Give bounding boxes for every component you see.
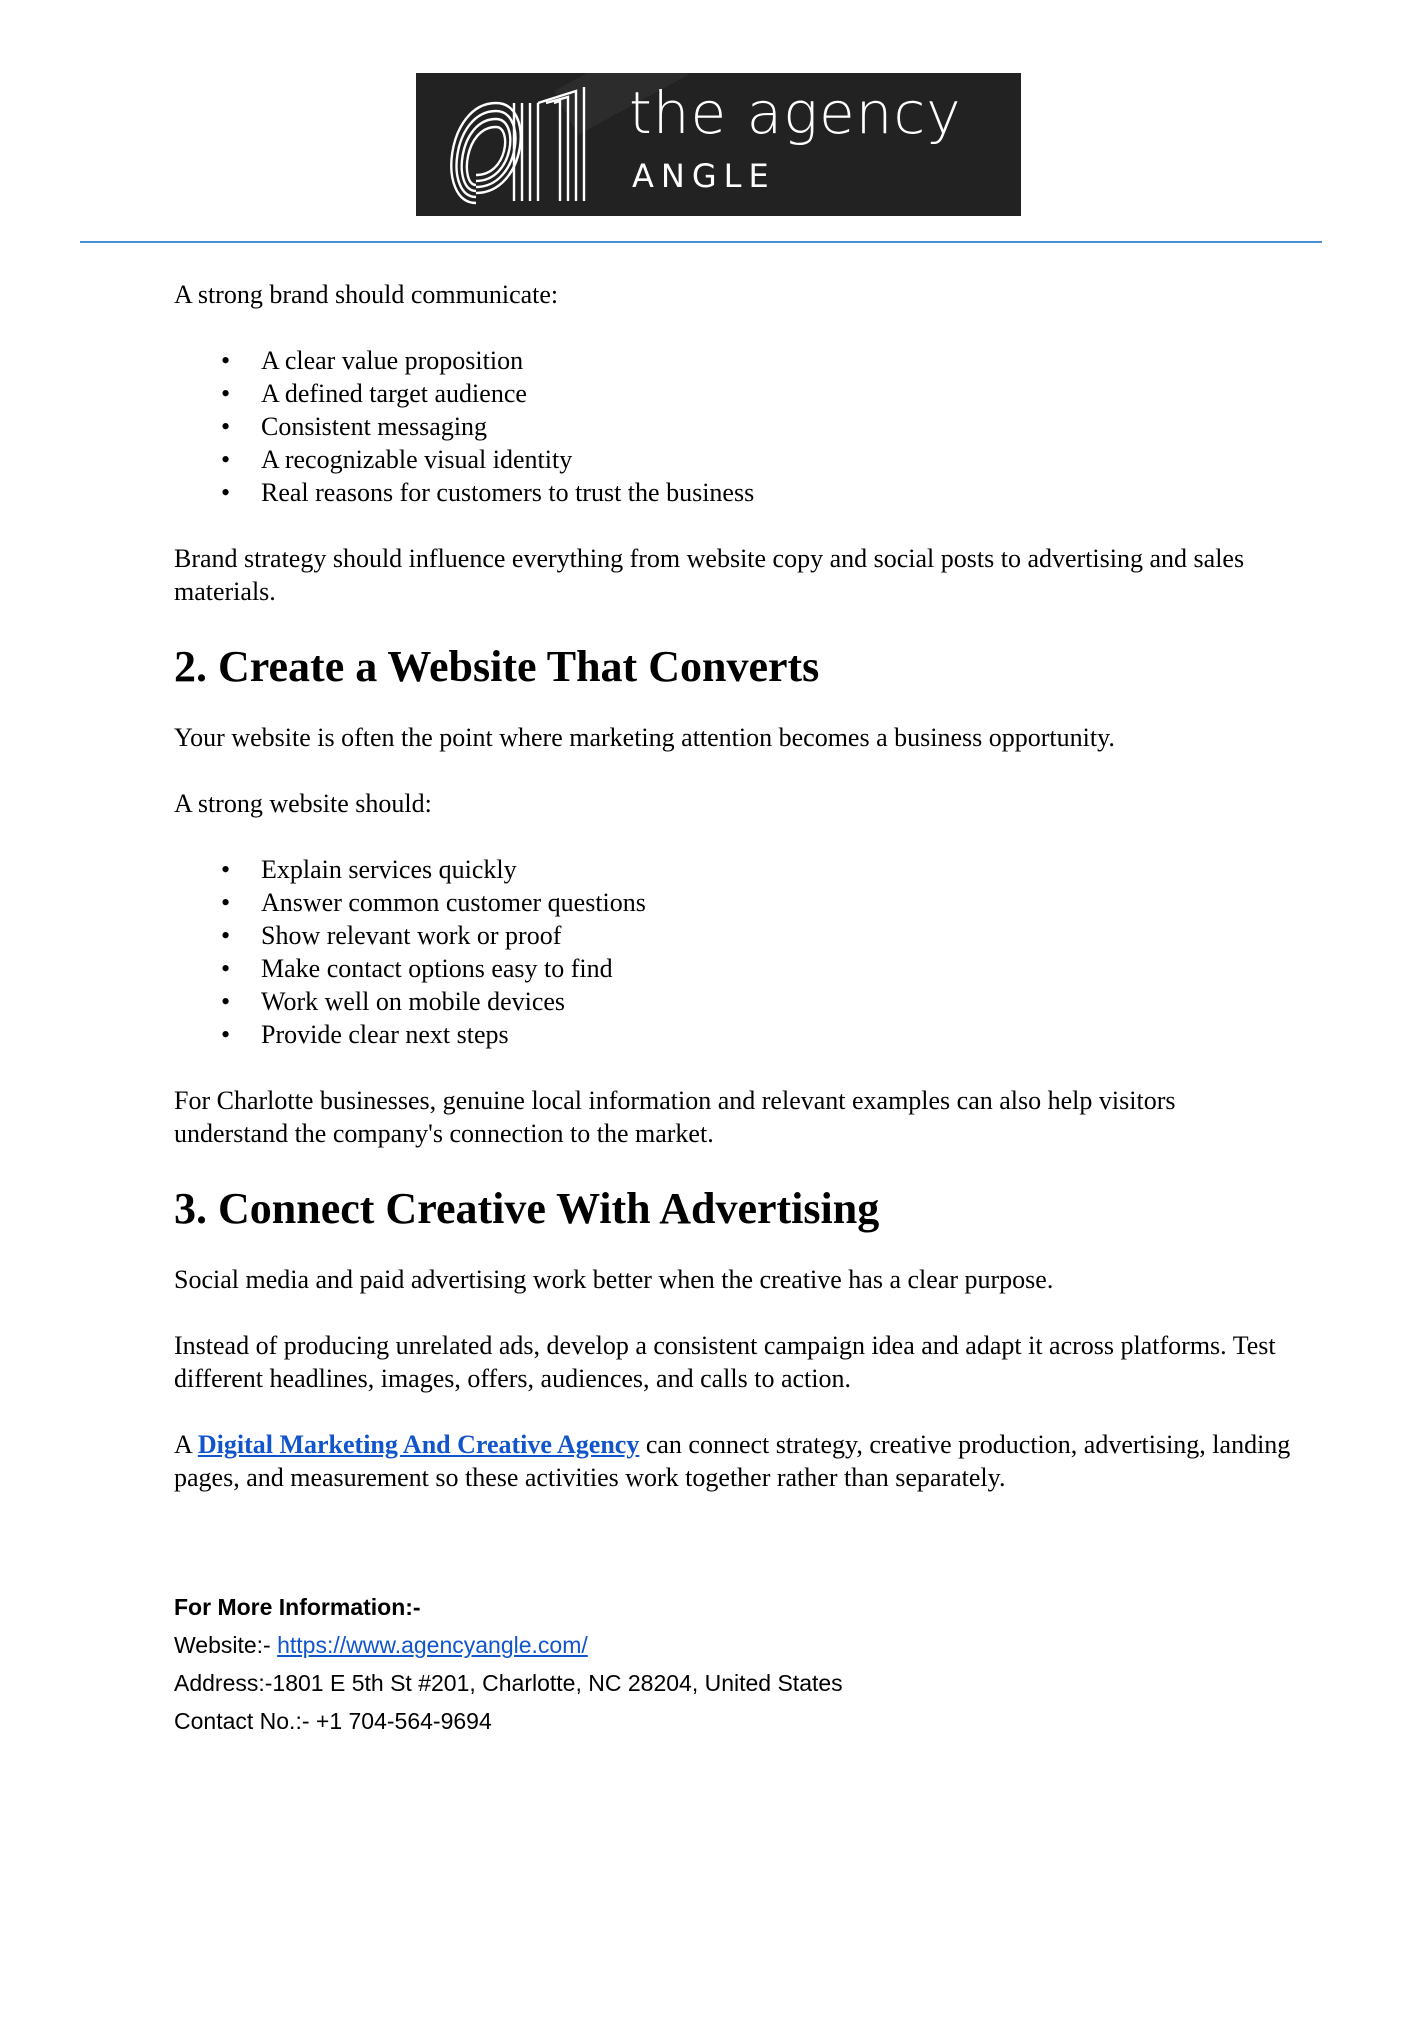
contact-heading: For More Information:- bbox=[174, 1594, 421, 1620]
list-item: • A defined target audience bbox=[221, 379, 527, 408]
bullet-icon: • bbox=[221, 445, 231, 474]
list-item: • Work well on mobile devices bbox=[221, 987, 566, 1016]
list-item: • A recognizable visual identity bbox=[221, 445, 573, 474]
list-item: • Show relevant work or proof bbox=[221, 921, 562, 950]
bullet-icon: • bbox=[221, 855, 231, 884]
list-item: • Make contact options easy to find bbox=[221, 954, 613, 983]
bullet-icon: • bbox=[221, 888, 231, 917]
list-item: • Consistent messaging bbox=[221, 412, 488, 441]
bullet-icon: • bbox=[221, 478, 231, 507]
agency-link[interactable]: Digital Marketing And Creative Agency bbox=[197, 1430, 640, 1459]
phone-line: Contact No.:- +1 704-564-9694 bbox=[174, 1708, 492, 1734]
website-paragraph-3: For Charlotte businesses, genuine local information and relevant examples can also help visitors understand the company's connection to the market. bbox=[174, 1086, 1176, 1148]
logo-brand-line1: the agency bbox=[629, 79, 962, 147]
list-item: • Explain services quickly bbox=[221, 855, 517, 884]
address-line: Address:-1801 E 5th St #201, Charlotte, NC 28204, United States bbox=[174, 1670, 843, 1696]
website-line: Website:- https://www.agencyangle.com/ bbox=[174, 1632, 588, 1658]
contact-block bbox=[174, 1588, 843, 1740]
agency-logo bbox=[416, 73, 1021, 216]
list-item: • Answer common customer questions bbox=[221, 888, 646, 917]
header-divider bbox=[80, 241, 1322, 243]
list-item: • Provide clear next steps bbox=[221, 1020, 509, 1049]
bullet-icon: • bbox=[221, 346, 231, 375]
list-item: • A clear value proposition bbox=[221, 346, 524, 375]
advertising-paragraph-2: Instead of producing unrelated ads, develop a consistent campaign idea and adapt it across platforms. Test different headlines, images, offers, audiences, and calls to action. bbox=[174, 1331, 1276, 1393]
website-link[interactable]: https://www.agencyangle.com/ bbox=[277, 1632, 588, 1658]
website-points-list bbox=[174, 853, 1294, 1051]
section-heading-website: 2. Create a Website That Converts bbox=[174, 642, 820, 691]
website-paragraph-1: Your website is often the point where marketing attention becomes a business opportunity. bbox=[174, 723, 1115, 752]
document-body bbox=[174, 278, 1294, 1527]
bullet-icon: • bbox=[221, 379, 231, 408]
list-item: • Real reasons for customers to trust the business bbox=[221, 478, 755, 507]
bullet-icon: • bbox=[221, 921, 231, 950]
advertising-paragraph-1: Social media and paid advertising work better when the creative has a clear purpose. bbox=[174, 1265, 1054, 1294]
bullet-icon: • bbox=[221, 954, 231, 983]
bullet-icon: • bbox=[221, 412, 231, 441]
bullet-icon: • bbox=[221, 987, 231, 1016]
logo-brand-line2: ANGLE bbox=[632, 157, 776, 195]
brand-strategy-paragraph: Brand strategy should influence everything from website copy and social posts to advertising and sales materials. bbox=[174, 544, 1245, 606]
advertising-paragraph-3: A Digital Marketing And Creative Agency can connect strategy, creative production, advertising, landing pages, and measurement so these activities work together rather than separately. bbox=[174, 1430, 1291, 1492]
brand-intro: A strong brand should communicate: bbox=[174, 280, 559, 309]
brand-points-list bbox=[174, 344, 1294, 509]
bullet-icon: • bbox=[221, 1020, 231, 1049]
section-heading-advertising: 3. Connect Creative With Advertising bbox=[174, 1184, 880, 1233]
website-paragraph-2: A strong website should: bbox=[174, 789, 432, 818]
